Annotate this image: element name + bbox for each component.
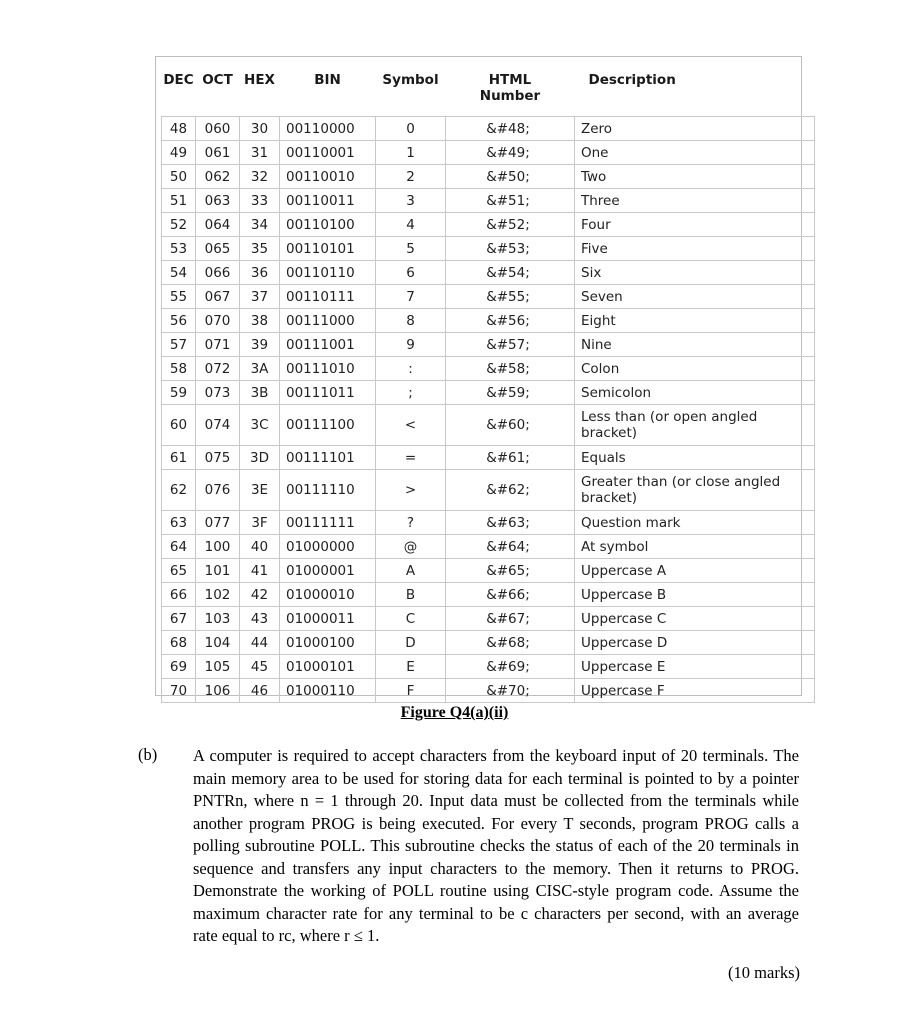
cell-html-number: &#69; (446, 655, 575, 679)
table-row (162, 237, 815, 261)
cell-description: Semicolon (575, 381, 815, 405)
cell-html-number: &#62; (446, 470, 575, 511)
table-row (162, 213, 815, 237)
table-body (162, 117, 815, 703)
cell-dec: 63 (162, 511, 196, 535)
cell-oct: 105 (196, 655, 240, 679)
cell-dec: 66 (162, 583, 196, 607)
cell-html-number: &#61; (446, 446, 575, 470)
cell-oct: 060 (196, 117, 240, 141)
cell-oct: 075 (196, 446, 240, 470)
table-row (162, 141, 815, 165)
cell-symbol: 3 (376, 189, 446, 213)
cell-hex: 40 (240, 535, 280, 559)
cell-hex: 39 (240, 333, 280, 357)
cell-dec: 60 (162, 405, 196, 446)
cell-bin: 00111101 (280, 446, 376, 470)
figure-caption: Figure Q4(a)(ii) (400, 704, 509, 721)
header-oct: OCT (202, 72, 233, 88)
header-symbol: Symbol (382, 72, 439, 88)
cell-bin: 00110110 (280, 261, 376, 285)
cell-bin: 00110000 (280, 117, 376, 141)
cell-bin: 00111001 (280, 333, 376, 357)
cell-bin: 00111100 (280, 405, 376, 446)
cell-dec: 69 (162, 655, 196, 679)
cell-hex: 36 (240, 261, 280, 285)
cell-symbol: > (376, 470, 446, 511)
cell-hex: 3E (240, 470, 280, 511)
cell-description: Greater than (or close angled bracket) (575, 470, 815, 511)
cell-oct: 103 (196, 607, 240, 631)
cell-bin: 00111011 (280, 381, 376, 405)
cell-oct: 062 (196, 165, 240, 189)
cell-symbol: 0 (376, 117, 446, 141)
cell-hex: 38 (240, 309, 280, 333)
cell-dec: 64 (162, 535, 196, 559)
cell-dec: 58 (162, 357, 196, 381)
cell-html-number: &#57; (446, 333, 575, 357)
cell-hex: 35 (240, 237, 280, 261)
cell-hex: 3A (240, 357, 280, 381)
cell-dec: 59 (162, 381, 196, 405)
cell-dec: 56 (162, 309, 196, 333)
cell-hex: 30 (240, 117, 280, 141)
cell-symbol: 5 (376, 237, 446, 261)
cell-description: Seven (575, 285, 815, 309)
cell-dec: 65 (162, 559, 196, 583)
cell-description: Equals (575, 446, 815, 470)
cell-symbol: C (376, 607, 446, 631)
cell-description: Three (575, 189, 815, 213)
cell-html-number: &#48; (446, 117, 575, 141)
cell-bin: 01000101 (280, 655, 376, 679)
cell-description: Uppercase C (575, 607, 815, 631)
cell-symbol: F (376, 679, 446, 703)
header-bin: BIN (314, 72, 341, 88)
table-row (162, 309, 815, 333)
cell-html-number: &#56; (446, 309, 575, 333)
question-marks: (10 marks) (728, 963, 800, 982)
cell-oct: 101 (196, 559, 240, 583)
cell-description: Two (575, 165, 815, 189)
cell-hex: 3F (240, 511, 280, 535)
cell-oct: 072 (196, 357, 240, 381)
table-row (162, 117, 815, 141)
cell-oct: 063 (196, 189, 240, 213)
cell-oct: 065 (196, 237, 240, 261)
cell-oct: 071 (196, 333, 240, 357)
cell-bin: 00111111 (280, 511, 376, 535)
cell-symbol: 4 (376, 213, 446, 237)
cell-html-number: &#68; (446, 631, 575, 655)
cell-hex: 3B (240, 381, 280, 405)
cell-symbol: = (376, 446, 446, 470)
cell-description: Uppercase A (575, 559, 815, 583)
cell-description: Uppercase F (575, 679, 815, 703)
cell-description: Nine (575, 333, 815, 357)
cell-dec: 54 (162, 261, 196, 285)
cell-description: Zero (575, 117, 815, 141)
cell-html-number: &#52; (446, 213, 575, 237)
cell-hex: 34 (240, 213, 280, 237)
cell-description: Question mark (575, 511, 815, 535)
table-row (162, 189, 815, 213)
cell-html-number: &#50; (446, 165, 575, 189)
table-row (162, 470, 815, 511)
cell-dec: 52 (162, 213, 196, 237)
table-row (162, 446, 815, 470)
cell-bin: 00110010 (280, 165, 376, 189)
cell-bin: 00110101 (280, 237, 376, 261)
cell-html-number: &#55; (446, 285, 575, 309)
cell-hex: 46 (240, 679, 280, 703)
table-row (162, 607, 815, 631)
cell-oct: 100 (196, 535, 240, 559)
cell-html-number: &#49; (446, 141, 575, 165)
table-row (162, 165, 815, 189)
cell-html-number: &#58; (446, 357, 575, 381)
cell-oct: 077 (196, 511, 240, 535)
table-row (162, 261, 815, 285)
cell-bin: 01000010 (280, 583, 376, 607)
cell-dec: 57 (162, 333, 196, 357)
header-dec: DEC (163, 72, 194, 88)
cell-oct: 067 (196, 285, 240, 309)
cell-description: Eight (575, 309, 815, 333)
question-text: A computer is required to accept characters from the keyboard input of 20 terminals. The main memory area to be used for storing data for each terminal is pointed to by a pointer PNTRn, where n = 1 through 20. Input data must be collected from the terminals while another program PROG is being executed. For every T seconds, program PROG calls a polling subroutine POLL. This subroutine checks the status of each of the 20 terminals in sequence and transfers any input characters to the memory. Then it returns to PROG. Demonstrate the working of POLL routine using CISC-style program code. Assume the maximum character rate for any terminal to be c characters per second, with an average rate equal to rc, where r ≤ 1. (193, 746, 799, 945)
cell-symbol: ? (376, 511, 446, 535)
table-row (162, 333, 815, 357)
header-hex: HEX (244, 72, 275, 88)
cell-dec: 51 (162, 189, 196, 213)
cell-dec: 61 (162, 446, 196, 470)
cell-description: Colon (575, 357, 815, 381)
cell-bin: 00110001 (280, 141, 376, 165)
cell-html-number: &#54; (446, 261, 575, 285)
cell-hex: 3C (240, 405, 280, 446)
cell-dec: 67 (162, 607, 196, 631)
cell-oct: 076 (196, 470, 240, 511)
cell-dec: 50 (162, 165, 196, 189)
table-row (162, 679, 815, 703)
header-html-line2: Number (479, 88, 541, 104)
cell-oct: 073 (196, 381, 240, 405)
cell-dec: 53 (162, 237, 196, 261)
header-description: Description (588, 72, 676, 88)
cell-description: Four (575, 213, 815, 237)
cell-symbol: 6 (376, 261, 446, 285)
cell-description: At symbol (575, 535, 815, 559)
cell-dec: 68 (162, 631, 196, 655)
cell-bin: 00110111 (280, 285, 376, 309)
cell-html-number: &#60; (446, 405, 575, 446)
table-row (162, 405, 815, 446)
cell-html-number: &#63; (446, 511, 575, 535)
table-row (162, 655, 815, 679)
cell-symbol: 7 (376, 285, 446, 309)
cell-bin: 01000000 (280, 535, 376, 559)
cell-symbol: : (376, 357, 446, 381)
cell-oct: 064 (196, 213, 240, 237)
cell-hex: 37 (240, 285, 280, 309)
cell-html-number: &#67; (446, 607, 575, 631)
cell-html-number: &#59; (446, 381, 575, 405)
cell-symbol: 2 (376, 165, 446, 189)
cell-description: Six (575, 261, 815, 285)
cell-dec: 70 (162, 679, 196, 703)
cell-oct: 104 (196, 631, 240, 655)
cell-symbol: 8 (376, 309, 446, 333)
cell-hex: 3D (240, 446, 280, 470)
header-html-line1: HTML (488, 72, 532, 88)
cell-symbol: < (376, 405, 446, 446)
cell-html-number: &#65; (446, 559, 575, 583)
cell-bin: 01000011 (280, 607, 376, 631)
cell-symbol: 9 (376, 333, 446, 357)
cell-bin: 00111000 (280, 309, 376, 333)
cell-symbol: 1 (376, 141, 446, 165)
cell-dec: 49 (162, 141, 196, 165)
cell-bin: 01000100 (280, 631, 376, 655)
cell-oct: 102 (196, 583, 240, 607)
cell-symbol: D (376, 631, 446, 655)
cell-hex: 41 (240, 559, 280, 583)
cell-bin: 01000110 (280, 679, 376, 703)
cell-oct: 070 (196, 309, 240, 333)
header-html-number (446, 60, 575, 117)
cell-bin: 00110011 (280, 189, 376, 213)
cell-symbol: E (376, 655, 446, 679)
cell-dec: 55 (162, 285, 196, 309)
question-label: (b) (138, 745, 158, 764)
table-row (162, 631, 815, 655)
cell-oct: 061 (196, 141, 240, 165)
cell-html-number: &#53; (446, 237, 575, 261)
table-row (162, 559, 815, 583)
cell-oct: 066 (196, 261, 240, 285)
cell-hex: 45 (240, 655, 280, 679)
cell-html-number: &#64; (446, 535, 575, 559)
cell-description: One (575, 141, 815, 165)
cell-description: Less than (or open angled bracket) (575, 405, 815, 446)
table-row (162, 583, 815, 607)
cell-hex: 33 (240, 189, 280, 213)
cell-html-number: &#70; (446, 679, 575, 703)
cell-hex: 43 (240, 607, 280, 631)
cell-hex: 32 (240, 165, 280, 189)
cell-hex: 31 (240, 141, 280, 165)
cell-description: Uppercase D (575, 631, 815, 655)
cell-html-number: &#66; (446, 583, 575, 607)
cell-oct: 106 (196, 679, 240, 703)
table-row (162, 381, 815, 405)
table-row (162, 357, 815, 381)
cell-description: Uppercase E (575, 655, 815, 679)
cell-symbol: A (376, 559, 446, 583)
table-row (162, 511, 815, 535)
cell-dec: 48 (162, 117, 196, 141)
table-header-row (162, 60, 815, 117)
cell-description: Five (575, 237, 815, 261)
cell-oct: 074 (196, 405, 240, 446)
cell-hex: 42 (240, 583, 280, 607)
cell-symbol: ; (376, 381, 446, 405)
ascii-table (161, 60, 815, 703)
cell-dec: 62 (162, 470, 196, 511)
cell-bin: 01000001 (280, 559, 376, 583)
cell-symbol: B (376, 583, 446, 607)
cell-html-number: &#51; (446, 189, 575, 213)
cell-hex: 44 (240, 631, 280, 655)
cell-description: Uppercase B (575, 583, 815, 607)
cell-symbol: @ (376, 535, 446, 559)
table-row (162, 285, 815, 309)
cell-bin: 00111010 (280, 357, 376, 381)
table-row (162, 535, 815, 559)
cell-bin: 00110100 (280, 213, 376, 237)
cell-bin: 00111110 (280, 470, 376, 511)
